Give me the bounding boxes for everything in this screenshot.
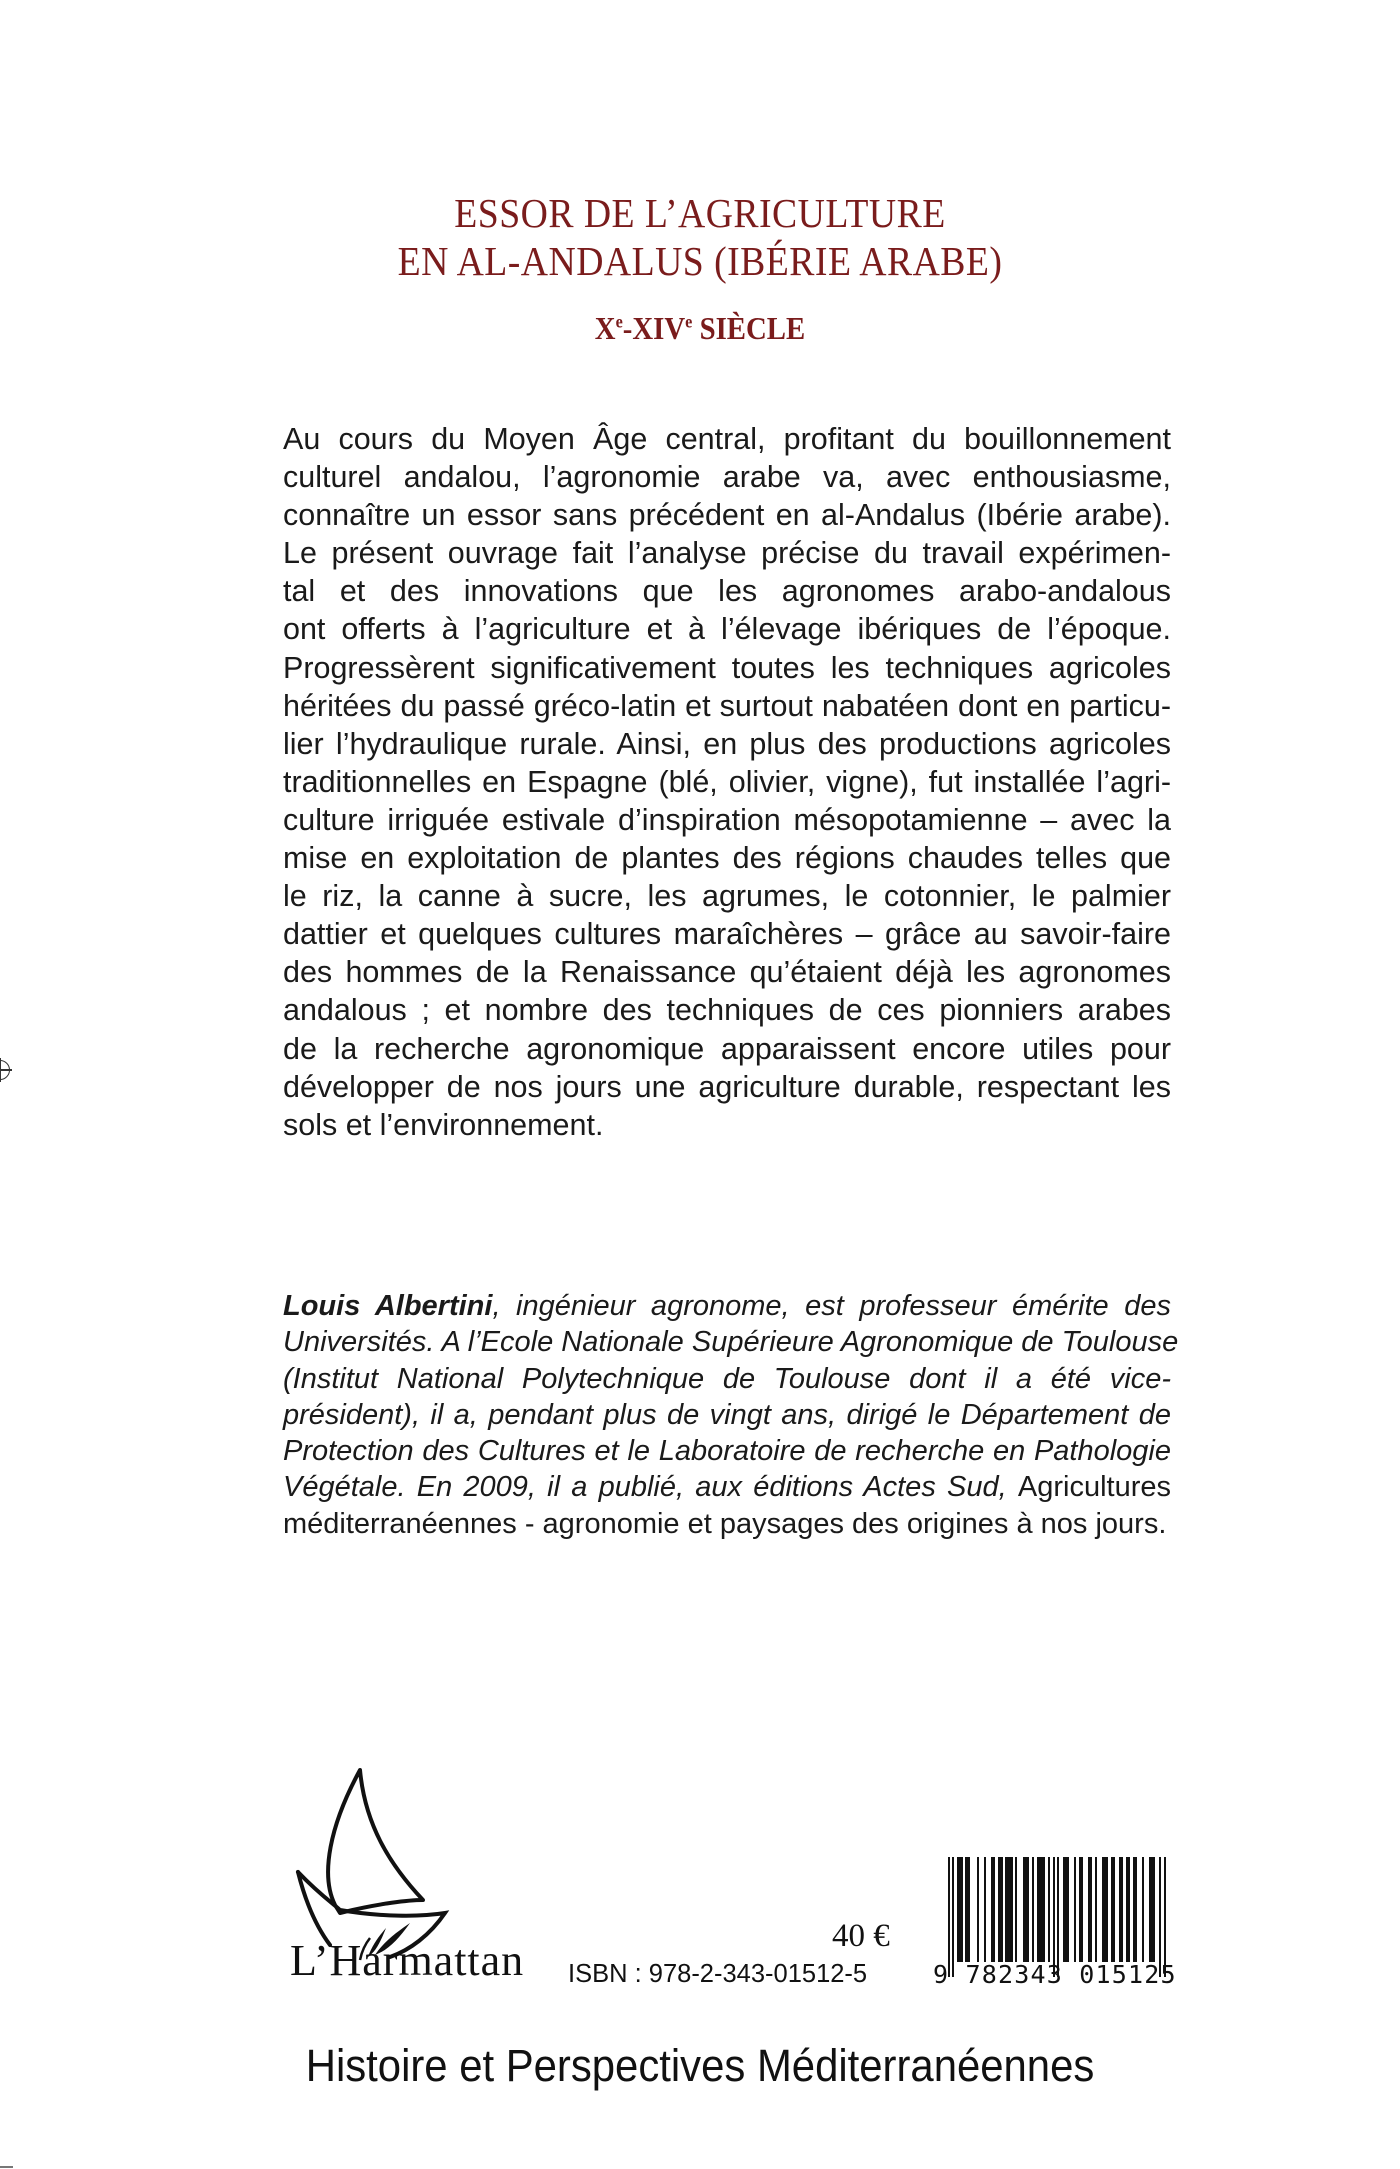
summary-line: culture irriguée estivale d’inspiration mésopotamienne – avec la <box>283 802 1171 837</box>
bio-line: Protection des Cultures et le Laboratoire de recherche en Pathologie <box>283 1435 1171 1468</box>
author-name: Louis Albertini <box>283 1290 493 1322</box>
summary-line: tal et des innovations que les agronomes arabo-andalous <box>283 574 1171 609</box>
subtitle-x: X <box>594 310 616 346</box>
summary-line: Au cours du Moyen Âge central, profitant du bouillonnement <box>283 422 1171 456</box>
barcode-number: 9 782343 015125 <box>933 1960 1177 1989</box>
book-subtitle-century <box>70 308 1330 348</box>
summary-line: le riz, la canne à sucre, les agrumes, le cotonnier, le palmier <box>283 879 1171 914</box>
author-bio <box>283 1288 1179 1542</box>
subtitle-x-sup: e <box>615 311 623 332</box>
summary-line: mise en exploitation de plantes des régions chaudes telles que <box>283 841 1171 876</box>
subtitle-xiv: -XIV <box>622 310 686 346</box>
summary-line: traditionnelles en Espagne (blé, olivier, vigne), fut installée l’agri- <box>283 764 1171 799</box>
summary-line: de la recherche agronomique apparaissent encore utiles pour <box>283 1031 1171 1066</box>
summary-line: des hommes de la Renaissance qu’étaient déjà les agronomes <box>283 955 1171 990</box>
subtitle-siecle: SIÈCLE <box>692 310 806 346</box>
bio-line <box>283 1469 1171 1505</box>
bio-line: président), il a, pendant plus de vingt ans, dirigé le Département de <box>283 1398 1171 1431</box>
summary-line: sols et l’environnement. <box>283 1107 604 1142</box>
subtitle-xiv-sup: e <box>685 311 693 332</box>
book-title-line-2: EN AL-ANDALUS (IBÉRIE ARABE) <box>397 238 1003 284</box>
summary-line: Progressèrent significativement toutes les techniques agricoles <box>283 650 1171 685</box>
bio-line-1-text: , ingénieur agronome, est professeur émérite des <box>492 1290 1171 1322</box>
registration-mark-icon <box>0 1060 10 1080</box>
series-name: Histoire et Perspectives Méditerranéennes <box>305 2040 1095 2091</box>
publisher-name: L’Harmattan <box>290 1936 525 1985</box>
summary-line: Le présent ouvrage fait l’analyse précise du travail expérimen- <box>283 536 1171 571</box>
isbn: ISBN : 978-2-343-01512-5 <box>568 1960 868 1988</box>
summary-line: connaître un essor sans précédent en al-Andalus (Ibérie arabe). <box>283 498 1171 533</box>
summary-line: héritées du passé gréco-latin et surtout nabatéen dont en particu- <box>283 688 1171 723</box>
bio-line: (Institut National Polytechnique de Toulouse dont il a été vice- <box>283 1362 1171 1395</box>
barcode-icon <box>948 1857 1170 1977</box>
summary-line: culturel andalou, l’agronomie arabe va, avec enthousiasme, <box>283 460 1171 495</box>
summary-line: andalous ; et nombre des techniques de ces pionniers arabes <box>283 993 1171 1028</box>
summary-line: lier l’hydraulique rurale. Ainsi, en plus des productions agricoles <box>283 726 1171 761</box>
crop-mark <box>0 2166 13 2168</box>
book-summary <box>283 420 1171 1144</box>
book-title-line-1: ESSOR DE L’AGRICULTURE <box>454 190 946 236</box>
summary-line: dattier et quelques cultures maraîchères – grâce au savoir-faire <box>283 917 1171 952</box>
bio-line-6-text: Végétale. En 2009, il a publié, aux éditions Actes Sud, <box>283 1471 1018 1504</box>
bio-line: Universités. A l’Ecole Nationale Supérieure Agronomique de Toulouse <box>283 1326 1179 1359</box>
summary-line: développer de nos jours une agriculture durable, respectant les <box>283 1069 1171 1104</box>
bio-line <box>283 1288 1171 1324</box>
summary-line: ont offerts à l’agriculture et à l’élevage ibériques de l’époque. <box>283 612 1171 647</box>
price: 40 € <box>832 1918 890 1954</box>
bio-line: méditerranéennes - agronomie et paysages des origines à nos jours. <box>283 1507 1167 1540</box>
book-reference-title: Agricultures <box>1017 1471 1171 1504</box>
